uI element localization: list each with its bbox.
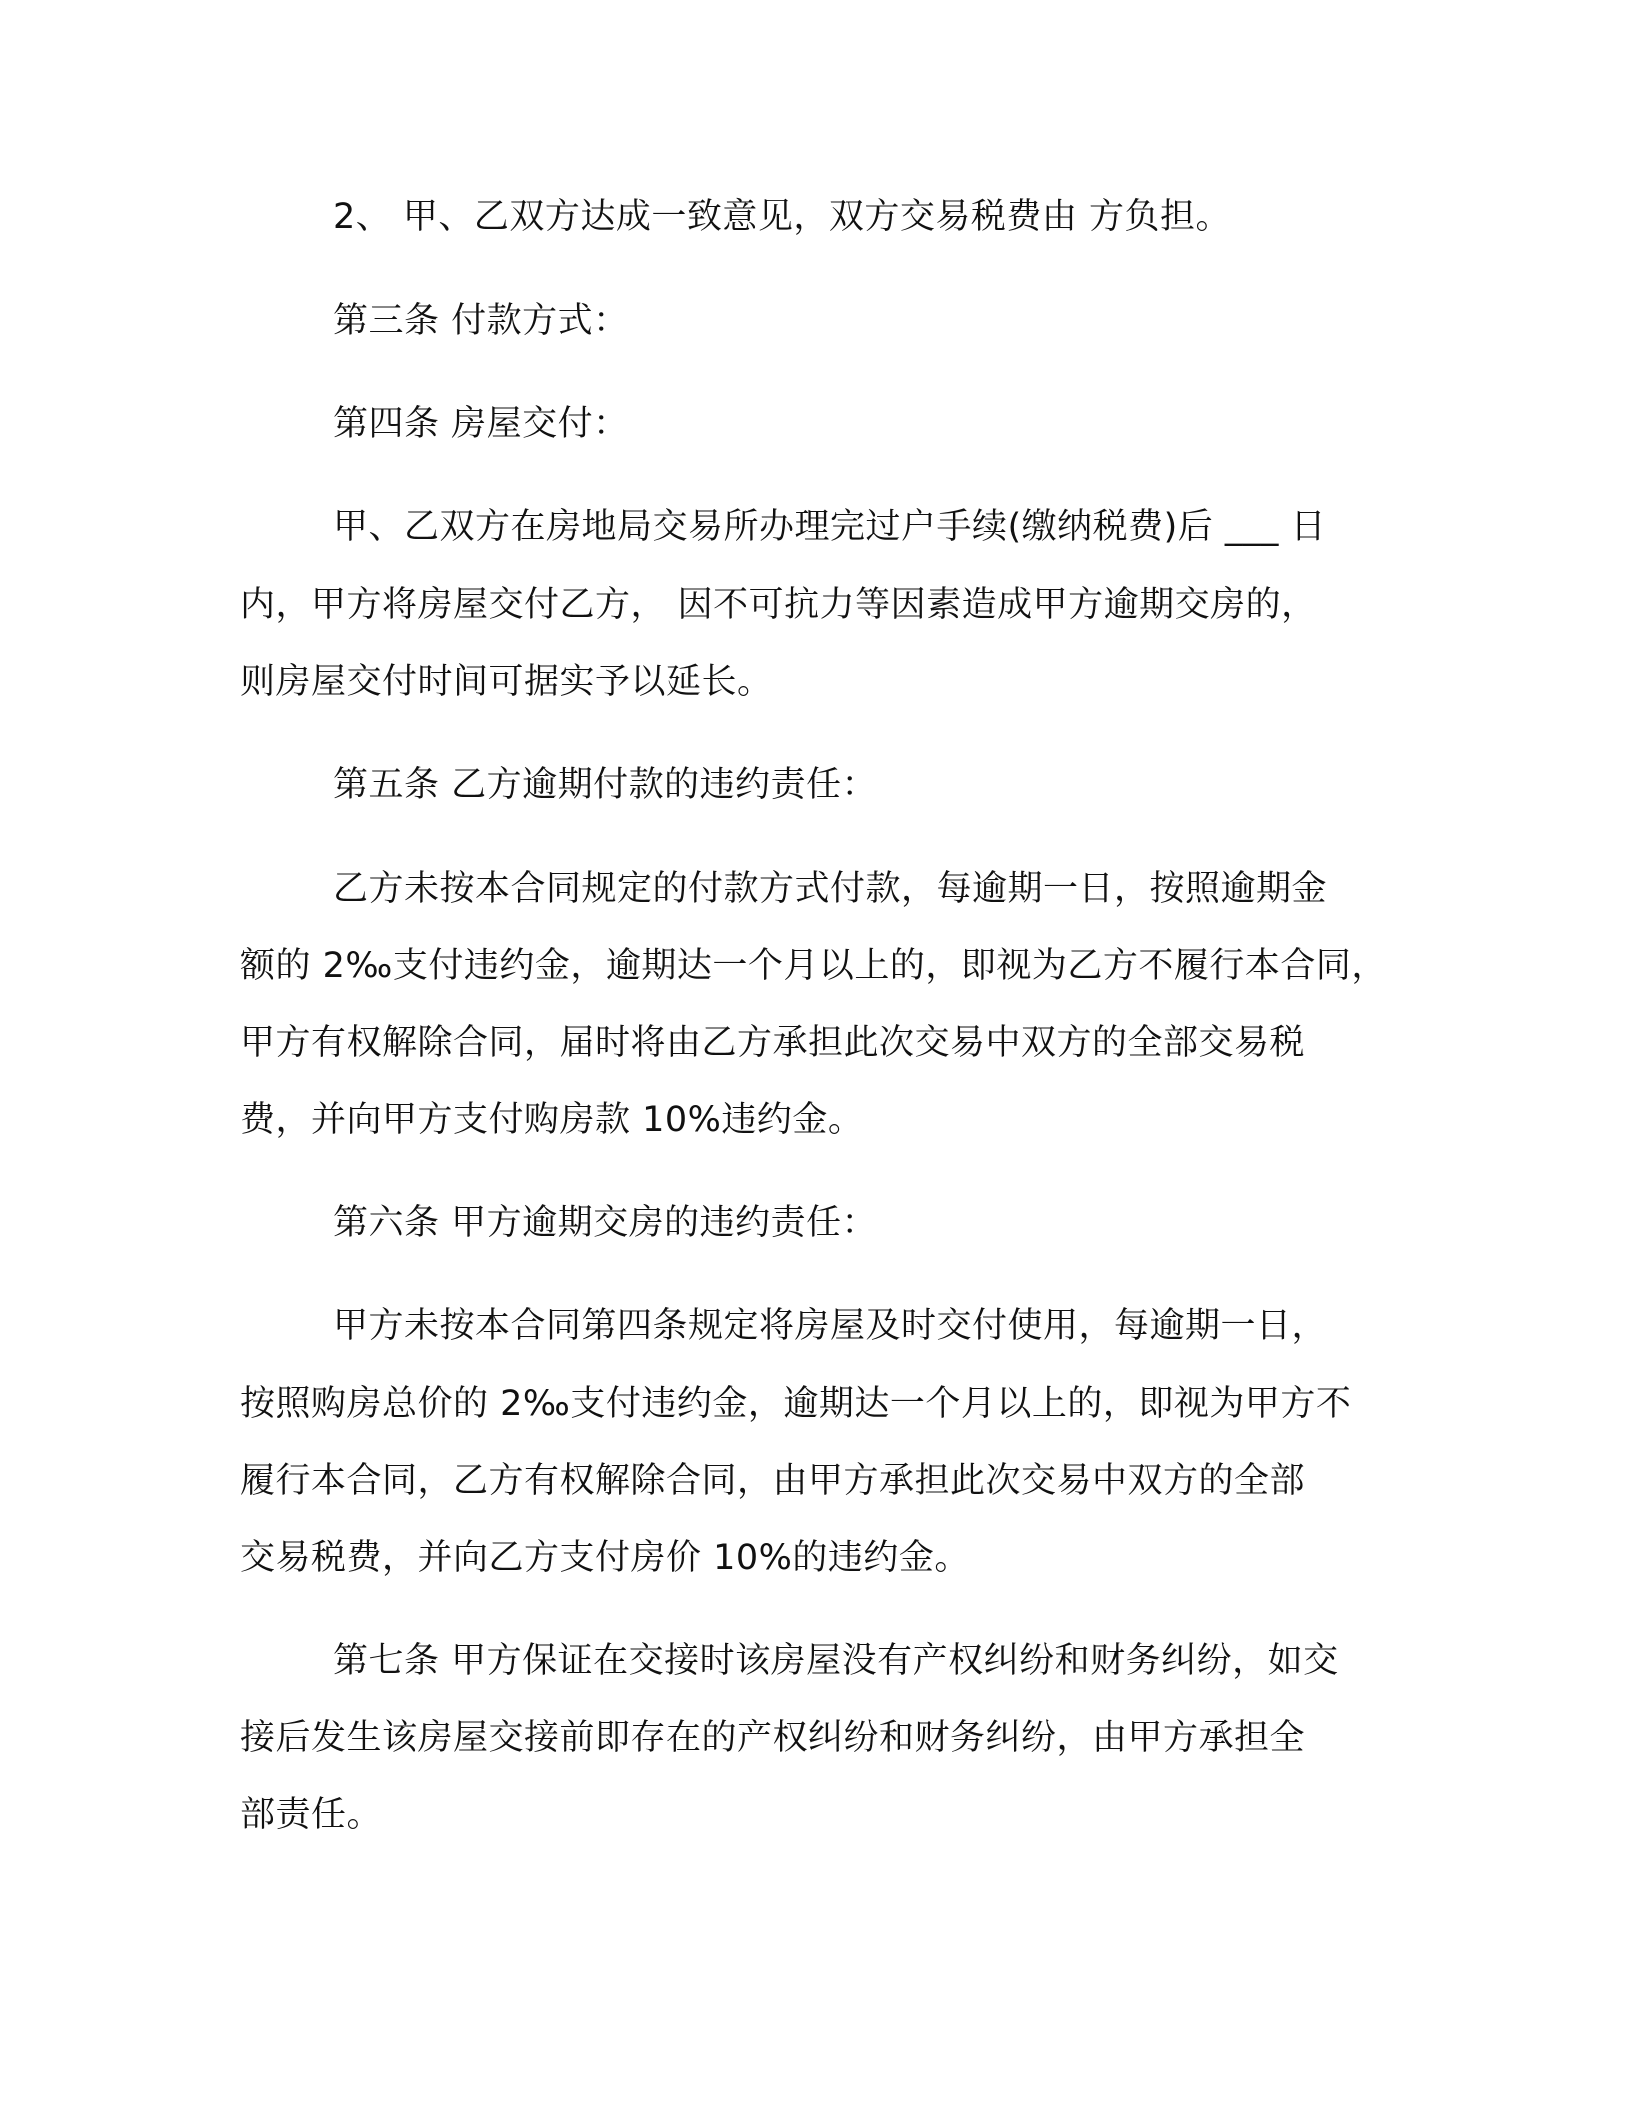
article-6-paragraph-line: 履行本合同，乙方有权解除合同，由甲方承担此次交易中双方的全部: [240, 1461, 1306, 1501]
article-6-paragraph-line: 交易税费，并向乙方支付房价 10%的违约金。: [240, 1538, 970, 1578]
article-4-paragraph-line: 内，甲方将房屋交付乙方， 因不可抗力等因素造成甲方逾期交房的，: [240, 585, 1317, 625]
article-7-paragraph-line: 第七条 甲方保证在交接时该房屋没有产权纠纷和财务纠纷，如交: [333, 1641, 1339, 1681]
clause-2-tax-line: 2、 甲、乙双方达成一致意见，双方交易税费由 方负担。: [333, 197, 1232, 237]
article-6-heading: 第六条 甲方逾期交房的违约责任：: [333, 1203, 878, 1243]
article-4-paragraph-line: 甲、乙双方在房地局交易所办理完过户手续(缴纳税费)后 ___ 日: [333, 507, 1327, 547]
article-5-paragraph-line: 费，并向甲方支付购房款 10%违约金。: [240, 1100, 864, 1140]
article-7-paragraph-line: 接后发生该房屋交接前即存在的产权纠纷和财务纠纷，由甲方承担全: [240, 1718, 1306, 1758]
article-5-paragraph-line: 甲方有权解除合同，届时将由乙方承担此次交易中双方的全部交易税: [240, 1023, 1306, 1063]
article-5-paragraph-line: 额的 2‰支付违约金，逾期达一个月以上的，即视为乙方不履行本合同，: [240, 946, 1387, 986]
article-4-heading: 第四条 房屋交付：: [333, 404, 629, 444]
article-4-paragraph-line: 则房屋交付时间可据实予以延长。: [240, 662, 773, 702]
article-3-heading: 第三条 付款方式：: [333, 301, 629, 341]
article-6-paragraph-line: 按照购房总价的 2‰支付违约金，逾期达一个月以上的，即视为甲方不: [240, 1384, 1352, 1424]
article-5-paragraph-line: 乙方未按本合同规定的付款方式付款，每逾期一日，按照逾期金: [333, 869, 1328, 909]
article-6-paragraph-line: 甲方未按本合同第四条规定将房屋及时交付使用，每逾期一日，: [333, 1306, 1328, 1346]
article-5-heading: 第五条 乙方逾期付款的违约责任：: [333, 765, 878, 805]
article-7-paragraph-line: 部责任。: [240, 1795, 383, 1835]
